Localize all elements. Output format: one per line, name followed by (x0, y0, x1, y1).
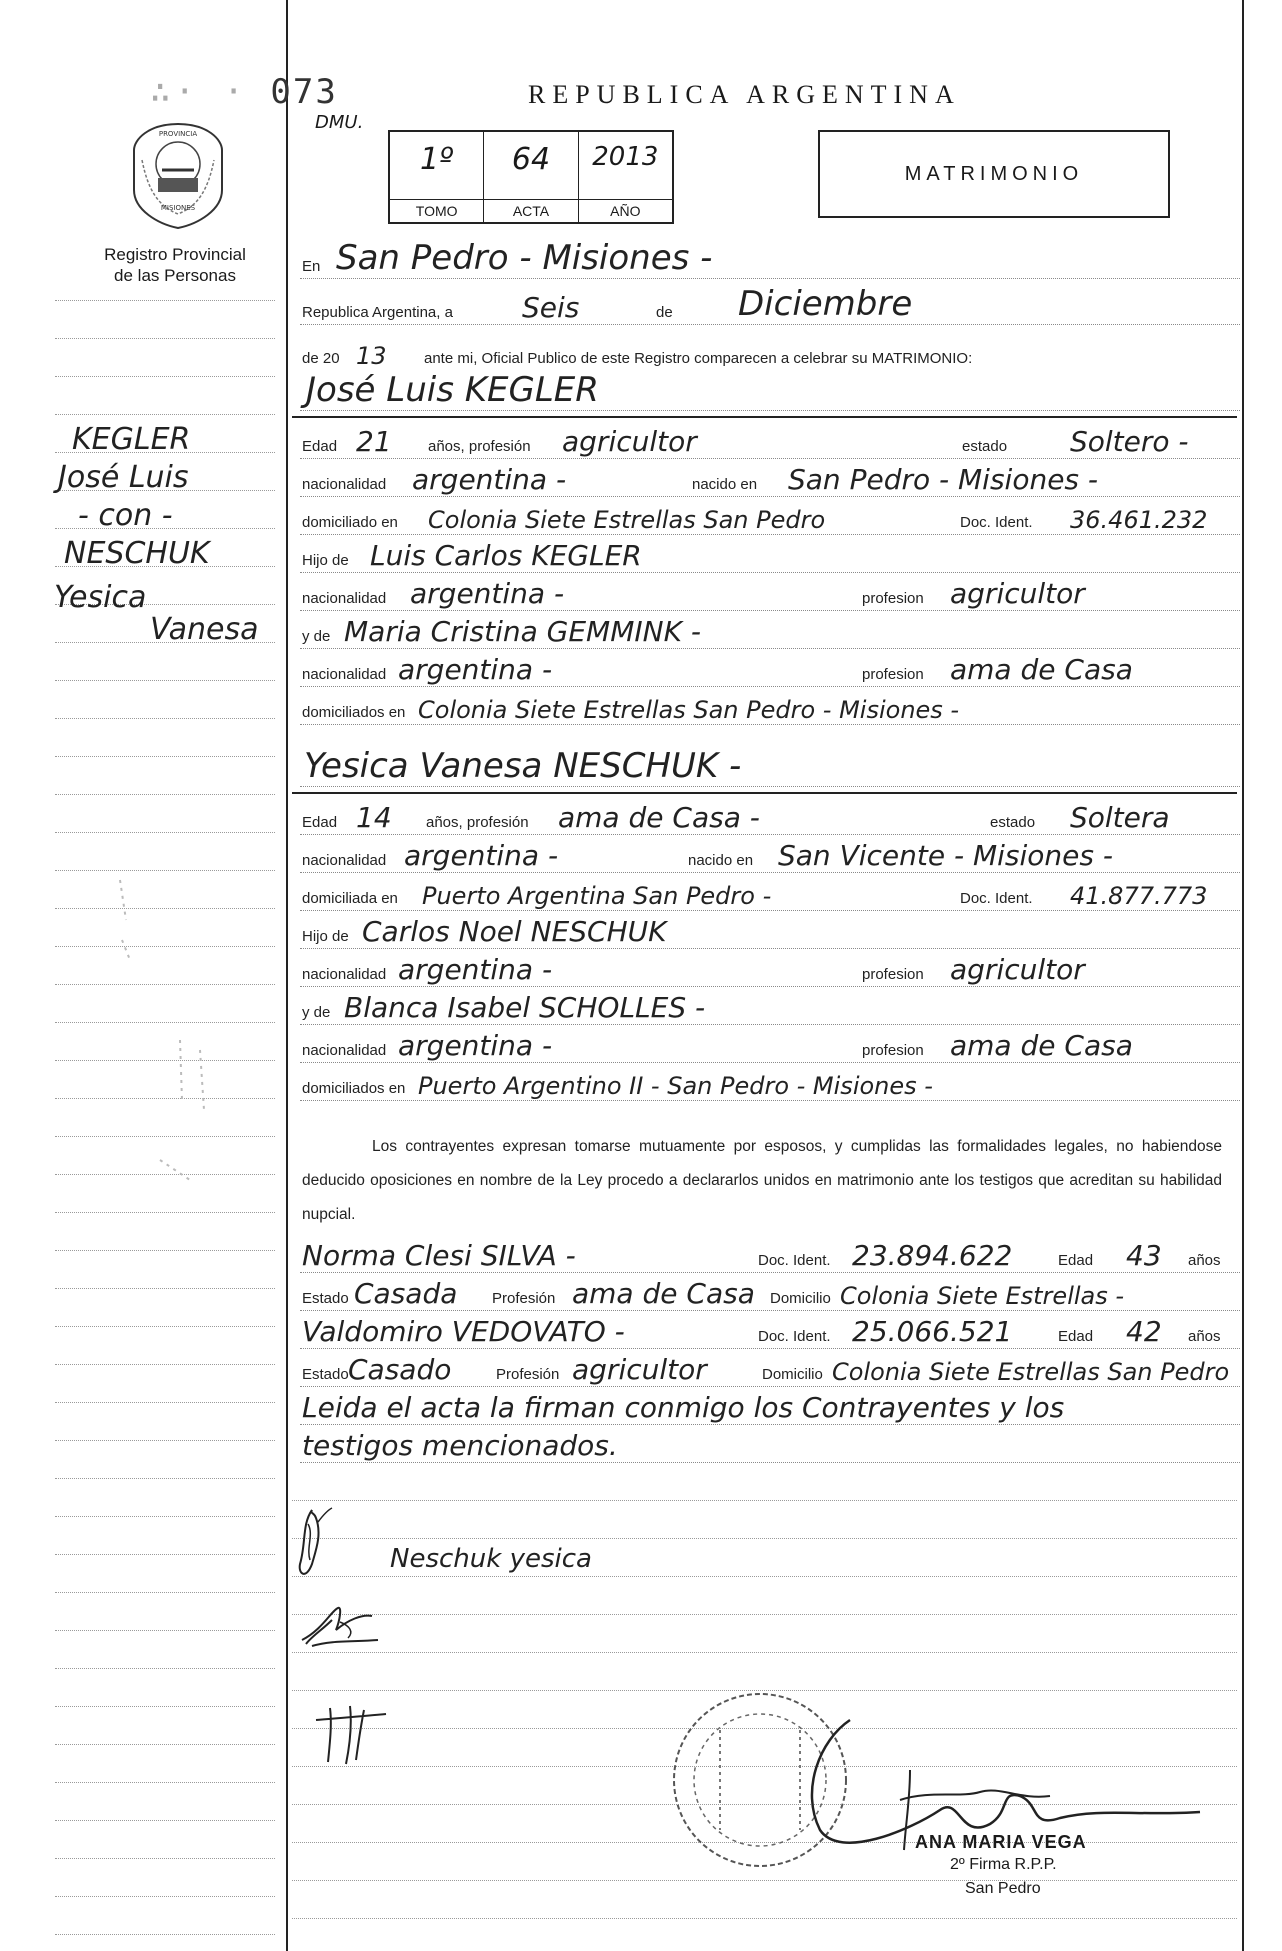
estado-label: Estado (302, 1366, 349, 1383)
nacionalidad-label: nacionalidad (302, 590, 387, 607)
edad-label: Edad (302, 814, 338, 831)
margin-rule (55, 1630, 275, 1631)
groom-father-profession: agricultor (950, 577, 1085, 610)
tomo-label: TOMO (390, 199, 483, 222)
bride-age-line (300, 800, 1240, 835)
groom-age: 21 (356, 425, 392, 458)
nacionalidad-label: nacionalidad (302, 666, 387, 683)
yde-label: y de (302, 1004, 331, 1021)
hijo-label: Hijo de (302, 552, 349, 569)
witness2-details-line (300, 1352, 1240, 1387)
margin-rule (55, 1592, 275, 1593)
hijo-label: Hijo de (302, 928, 349, 945)
groom-estado: Soltero - (1070, 425, 1189, 458)
anos-label: años (1188, 1328, 1221, 1345)
doc-label: Doc. Ident. (960, 514, 1033, 531)
estado-label: Estado (302, 1290, 349, 1307)
year-suffix: 13 (356, 342, 387, 370)
bride-father-nationality-line (300, 952, 1240, 987)
year-prefix: de 20 (302, 350, 340, 367)
margin-rule (55, 718, 275, 719)
witness1-details-line (300, 1276, 1240, 1311)
margin-rule (55, 1744, 275, 1745)
bride-nationality: argentina - (404, 839, 559, 872)
witness1-estado: Casada (354, 1277, 458, 1310)
seal-top-text: PROVINCIA (158, 130, 198, 138)
margin-note-bride-given-1: Yesica (54, 580, 147, 615)
republica-label: Republica Argentina, a (302, 304, 453, 321)
margin-rule (55, 1706, 275, 1707)
witness2-profession: agricultor (572, 1353, 707, 1386)
groom-nationality: argentina - (412, 463, 567, 496)
tomo-value: 1º (420, 142, 454, 177)
groom-name-line (300, 370, 1240, 411)
margin-divider-line (286, 0, 288, 1951)
provincial-seal-icon (128, 120, 228, 232)
intro-month: Diciembre (738, 284, 913, 324)
margin-note-bride-surname: NESCHUK (64, 536, 210, 571)
witness1-age: 43 (1126, 1239, 1162, 1272)
witness1-name-line (300, 1238, 1240, 1273)
groom-profession: agricultor (562, 425, 697, 458)
bride-birthplace: San Vicente - Misiones - (778, 839, 1113, 872)
anos-label: años (1188, 1252, 1221, 1269)
edad-label: Edad (302, 438, 338, 455)
acta-value: 64 (511, 142, 551, 177)
margin-note-bride-given-2: Vanesa (150, 612, 259, 647)
bride-parents-domicile: Puerto Argentino II - San Pedro - Misiones - (418, 1072, 933, 1100)
bride-mother-line (300, 990, 1240, 1025)
groom-birthplace: San Pedro - Misiones - (788, 463, 1099, 496)
bride-name: Yesica Vanesa NESCHUK - (304, 746, 742, 786)
anos-profesion-label: años, profesión (426, 814, 529, 831)
groom-mother-profession: ama de Casa (950, 653, 1133, 686)
doc-label: Doc. Ident. (960, 890, 1033, 907)
groom-separator (292, 416, 1237, 418)
margin-rule (55, 376, 275, 377)
margin-rule (55, 414, 275, 415)
empty-rule (292, 1500, 1237, 1501)
bride-father-line (300, 914, 1240, 949)
ante-text: ante mi, Oficial Publico de este Registro comparecen a celebrar su MATRIMONIO: (424, 350, 973, 367)
bride-father: Carlos Noel NESCHUK (362, 915, 667, 948)
groom-mother-nationality-line (300, 652, 1240, 687)
record-type-box: MATRIMONIO (818, 130, 1170, 218)
margin-rule (55, 1402, 275, 1403)
witness1-doc: 23.894.622 (852, 1239, 1013, 1272)
acta-cell (483, 132, 577, 222)
margin-rule (55, 1516, 275, 1517)
doc-label: Doc. Ident. (758, 1328, 831, 1345)
margin-rule (55, 338, 275, 339)
profesion-label: Profesión (492, 1290, 556, 1307)
groom-mother-line (300, 614, 1240, 649)
groom-age-line (300, 424, 1240, 459)
bride-mother-nationality-line (300, 1028, 1240, 1063)
groom-doc: 36.461.232 (1070, 506, 1208, 534)
groom-father-nationality: argentina - (410, 577, 565, 610)
margin-rule (55, 1858, 275, 1859)
witness2-age: 42 (1126, 1315, 1162, 1348)
official-signature-icon (760, 1700, 1220, 1880)
intro-place: San Pedro - Misiones - (336, 238, 713, 278)
domicilio-label: Domicilio (762, 1366, 823, 1383)
seal-bottom-text: MISIONES (160, 204, 196, 212)
intro-date-line (300, 284, 1240, 325)
nacido-label: nacido en (692, 476, 758, 493)
groom-father: Luis Carlos KEGLER (370, 539, 642, 572)
intro-ante-line (300, 336, 1240, 370)
bride-mother-nationality: argentina - (398, 1029, 553, 1062)
yde-label: y de (302, 628, 331, 645)
official-stamp-role: 2º Firma R.P.P. (950, 1856, 1057, 1873)
de-label: de (656, 304, 673, 321)
witness1-name: Norma Clesi SILVA - (302, 1239, 576, 1272)
witness2-estado: Casado (348, 1353, 452, 1386)
witness-signature-icon (292, 1600, 392, 1660)
bride-mother-profession: ama de Casa (950, 1029, 1133, 1062)
margin-rule (55, 1934, 275, 1935)
estado-label: estado (962, 438, 1008, 455)
margin-rule (55, 300, 275, 301)
witness2-doc: 25.066.521 (852, 1315, 1013, 1348)
groom-domicile-line (300, 500, 1240, 535)
bride-doc: 41.877.773 (1070, 882, 1208, 910)
bride-father-profession: agricultor (950, 953, 1085, 986)
groom-parents-domicile: Colonia Siete Estrellas San Pedro - Misiones - (418, 696, 960, 724)
profesion-label: profesion (862, 966, 924, 983)
edad-label: Edad (1058, 1328, 1094, 1345)
witness2-domicile: Colonia Siete Estrellas San Pedro (832, 1358, 1230, 1386)
margin-note-given: José Luis (58, 460, 189, 495)
official-stamp-name: ANA MARIA VEGA (915, 1832, 1087, 1852)
bride-separator (292, 792, 1237, 794)
profesion-label: profesion (862, 1042, 924, 1059)
margin-rule (55, 1288, 275, 1289)
bride-signature: Neschuk yesica (390, 1544, 592, 1574)
right-border-line (1242, 0, 1244, 1951)
bride-nationality-line (300, 838, 1240, 873)
domicilio-label: Domicilio (770, 1290, 831, 1307)
bride-estado: Soltera (1070, 801, 1170, 834)
margin-rule (55, 1782, 275, 1783)
faint-margin-marks (100, 860, 220, 1220)
intro-place-line (300, 238, 1240, 279)
groom-father-line (300, 538, 1240, 573)
margin-rule (55, 1820, 275, 1821)
margin-rule (55, 832, 275, 833)
domiciliados-label: domiciliados en (302, 704, 406, 721)
margin-rule (55, 1364, 275, 1365)
document-number: ∴· · 073 (150, 72, 338, 112)
closing-line-2 (300, 1428, 1240, 1463)
nacionalidad-label: nacionalidad (302, 476, 387, 493)
closing-line-1 (300, 1390, 1240, 1425)
estado-label: estado (990, 814, 1036, 831)
witness2-name-line (300, 1314, 1240, 1349)
groom-father-nationality-line (300, 576, 1240, 611)
margin-rule (55, 794, 275, 795)
closing-text-2: testigos mencionados. (302, 1429, 618, 1462)
margin-note-con: - con - (78, 498, 173, 533)
nacionalidad-label: nacionalidad (302, 1042, 387, 1059)
groom-mother-nationality: argentina - (398, 653, 553, 686)
official-stamp-place: San Pedro (965, 1880, 1041, 1897)
fingerprint-signature-icon (292, 1504, 342, 1584)
margin-rule (55, 680, 275, 681)
groom-mother: Maria Cristina GEMMINK - (344, 615, 701, 648)
tomo-cell (390, 132, 483, 222)
domiciliado-label: domiciliada en (302, 890, 398, 907)
tomo-acta-ano-box (388, 130, 674, 224)
groom-domicile: Colonia Siete Estrellas San Pedro (428, 506, 826, 534)
profesion-label: profesion (862, 590, 924, 607)
edad-label: Edad (1058, 1252, 1094, 1269)
country-title: REPUBLICA ARGENTINA (528, 80, 961, 109)
closing-text-1: Leida el acta la firman conmigo los Contrayentes y los (302, 1391, 1065, 1424)
margin-rule (55, 1250, 275, 1251)
bride-domicile-line (300, 876, 1240, 911)
margin-rule (55, 1668, 275, 1669)
witness2-name: Valdomiro VEDOVATO - (302, 1315, 625, 1348)
ano-cell (578, 132, 672, 222)
margin-rule (55, 1554, 275, 1555)
domiciliados-label: domiciliados en (302, 1080, 406, 1097)
bride-mother: Blanca Isabel SCHOLLES - (344, 991, 706, 1024)
nacionalidad-label: nacionalidad (302, 966, 387, 983)
handwritten-prefix: DMU. (315, 112, 364, 133)
nacido-label: nacido en (688, 852, 754, 869)
bride-parents-domicile-line (300, 1066, 1240, 1101)
registry-name: Registro Provincial de las Personas (104, 245, 246, 285)
margin-rule (55, 1440, 275, 1441)
margin-rule (55, 756, 275, 757)
en-label: En (302, 258, 321, 275)
declaration-text: Los contrayentes expresan tomarse mutuamente por esposos, y cumplidas las formalidades legales, no habiendose deducido oposiciones en nombre de la Ley procedo a declararlos unidos en matrimonio ante los testigos que acreditan su habilidad nupcial. (302, 1138, 1222, 1223)
margin-rule (55, 1478, 275, 1479)
witness1-profession: ama de Casa (572, 1277, 755, 1310)
ano-value: 2013 (592, 142, 659, 172)
empty-rule (292, 1538, 1237, 1539)
bride-name-line (300, 744, 1240, 787)
groom-name: José Luis KEGLER (306, 370, 599, 410)
witness1-domicile: Colonia Siete Estrellas - (840, 1282, 1125, 1310)
groom-nationality-line (300, 462, 1240, 497)
witness2-signature-icon (310, 1700, 390, 1770)
bride-age: 14 (356, 801, 392, 834)
profesion-label: profesion (862, 666, 924, 683)
nacionalidad-label: nacionalidad (302, 852, 387, 869)
margin-note-surname: KEGLER (72, 422, 191, 457)
margin-rule (55, 1326, 275, 1327)
anos-profesion-label: años, profesión (428, 438, 531, 455)
margin-rule (55, 1896, 275, 1897)
intro-day: Seis (522, 291, 580, 324)
bride-domicile: Puerto Argentina San Pedro - (422, 882, 772, 910)
profesion-label: Profesión (496, 1366, 560, 1383)
bride-profession: ama de Casa - (558, 801, 760, 834)
bride-father-nationality: argentina - (398, 953, 553, 986)
ano-label: AÑO (579, 199, 672, 222)
acta-label: ACTA (484, 199, 577, 222)
doc-label: Doc. Ident. (758, 1252, 831, 1269)
domiciliado-label: domiciliado en (302, 514, 398, 531)
groom-parents-domicile-line (300, 690, 1240, 725)
